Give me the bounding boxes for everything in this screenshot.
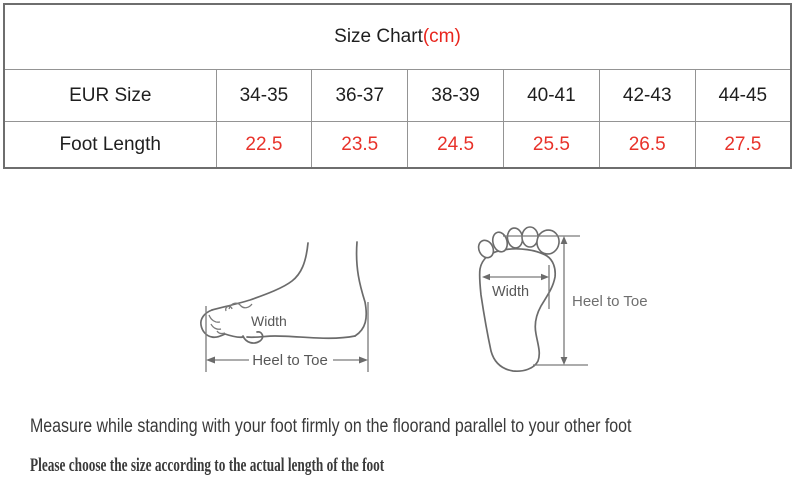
side-foot-diagram: [185, 230, 395, 380]
foot-length-cell: 23.5: [312, 122, 408, 169]
title-unit: (cm): [422, 26, 461, 47]
foot-length-row-label: Foot Length: [4, 122, 216, 169]
eur-size-cell: 40-41: [503, 70, 599, 122]
eur-size-cell: 44-45: [695, 70, 791, 122]
eur-size-cell: 36-37: [312, 70, 408, 122]
footprint-diagram: [455, 225, 665, 385]
foot-length-cell: 22.5: [216, 122, 312, 169]
side-foot-width-label: Width: [251, 313, 287, 329]
foot-length-cell: 27.5: [695, 122, 791, 169]
footprint-width-label: Width: [492, 284, 530, 300]
title-cell: [4, 4, 791, 70]
eur-size-row: [4, 70, 791, 122]
title-row: [4, 4, 791, 70]
side-foot-length-label: Heel to Toe: [252, 352, 328, 369]
eur-size-cell: 34-35: [216, 70, 312, 122]
measure-instruction-note: Measure while standing with your foot firmly on the floorand parallel to your other foot: [30, 416, 632, 437]
foot-length-cell: 24.5: [408, 122, 504, 169]
eur-size-cell: 42-43: [599, 70, 695, 122]
eur-size-cell: 38-39: [408, 70, 504, 122]
size-chart-table: [3, 3, 792, 169]
page-title: Size Chart: [334, 26, 423, 47]
eur-size-row-label: EUR Size: [4, 70, 216, 122]
side-foot-illustration: [185, 230, 395, 380]
foot-length-cell: 25.5: [503, 122, 599, 169]
footprint-illustration: [455, 225, 665, 385]
footprint-length-label: Heel to Toe: [572, 293, 648, 310]
foot-length-cell: 26.5: [599, 122, 695, 169]
choose-size-note: Please choose the size according to the actual length of the foot: [30, 455, 385, 476]
foot-length-row: [4, 122, 791, 169]
